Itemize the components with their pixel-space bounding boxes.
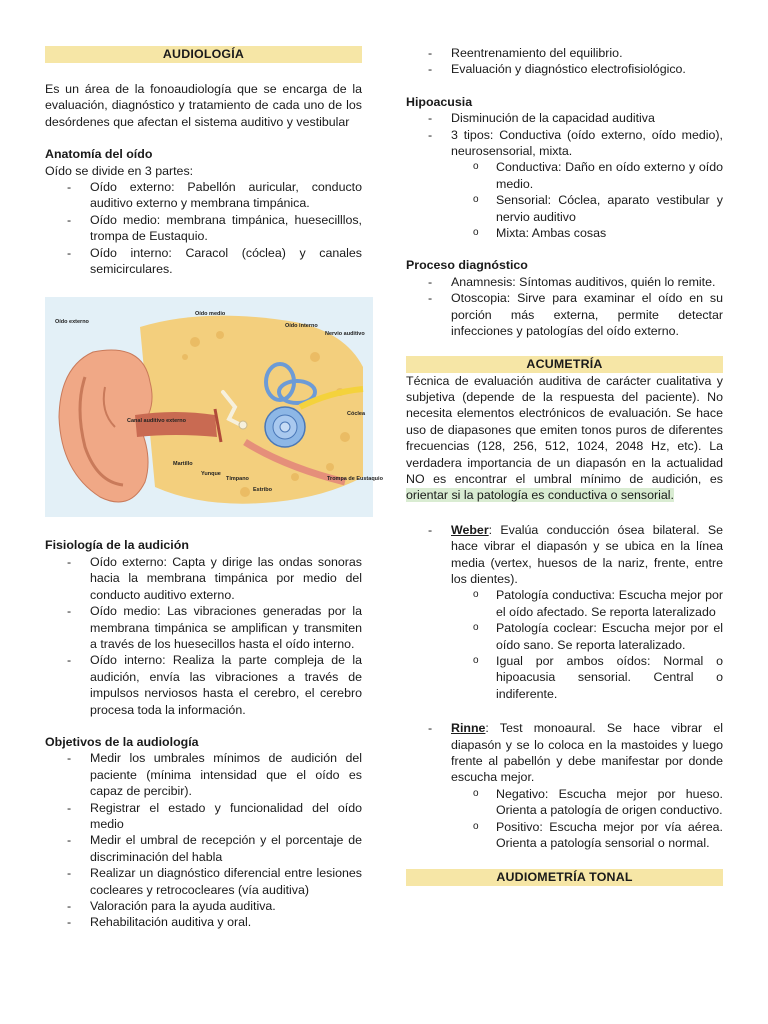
list-item-text: Reentrenamiento del equilibrio. <box>451 46 623 60</box>
list-item-text: Oído medio: Las vibraciones generadas por la membrana timpánica se amplifican y transmiten a través de los huesecillos hasta el oído interno. <box>90 604 362 651</box>
dash-marker: - <box>67 180 72 195</box>
acumetria-text: Técnica de evaluación auditiva de carácter cualitativa y subjetiva (depende de la respuesta del paciente). No necesita elementos electrónicos de evaluación. Se hace uso de diapasones que emiten tonos puros de diferentes frecuencias (128, 256, 512, 1024, 2048 Hz, etc). La verdadera importancia de un diapasón en la actualidad NO es encontrar el umbral mínimo de audición, es <box>406 373 723 486</box>
dash-marker: - <box>428 62 433 77</box>
anatomia-list <box>45 179 362 277</box>
list-item <box>406 720 723 851</box>
right-column <box>406 45 723 886</box>
dash-marker: - <box>428 46 433 60</box>
label-coclea: Cóclea <box>347 411 366 418</box>
list-item <box>406 225 723 241</box>
dash-marker: - <box>67 212 72 227</box>
ear-anatomy-figure <box>45 297 383 517</box>
list-item <box>406 290 723 339</box>
highlighted-text: orientar si la patología es conductiva o sensorial. <box>406 488 674 503</box>
list-item <box>406 45 723 61</box>
label-canal-auditivo: Canal auditivo externo <box>127 418 186 425</box>
list-item-text: : Test monoaural. Se hace vibrar el diapasón y se lo coloca en la mastoides y luego frente al pabellón y debe manifestar por donde escucha mejor. <box>451 721 723 785</box>
circle-marker: o <box>473 227 479 239</box>
list-item-text: Positivo: Escucha mejor por vía aérea. Orienta a patología sensorial o normal. <box>496 819 723 851</box>
list-item <box>45 603 362 652</box>
circle-marker: o <box>473 655 479 666</box>
list-item-text: Oído externo: Capta y dirige las ondas sonoras hacia la membrana timpánica por medio del conducto auditivo externo. <box>90 554 362 602</box>
list-item-text: Sensorial: Cóclea, aparato vestibular y nervio auditivo <box>496 193 723 224</box>
list-item-text: Conductiva: Daño en oído externo y oído medio. <box>496 160 723 191</box>
circle-marker: o <box>473 820 479 832</box>
list-item <box>45 554 362 603</box>
label-yunque: Yunque <box>201 471 221 478</box>
list-item-text: 3 tipos: Conductiva (oído externo, oído medio), neurosensorial, mixta. <box>451 127 723 159</box>
dash-marker: - <box>67 245 72 260</box>
dash-marker: - <box>67 800 72 815</box>
circle-marker: o <box>473 194 479 206</box>
list-item-text: Disminución de la capacidad auditiva <box>451 111 655 126</box>
list-item <box>45 898 362 914</box>
dash-marker: - <box>428 291 433 306</box>
list-item-text: Oído externo: Pabellón auricular, conducto auditivo externo y membrana timpánica. <box>90 180 362 211</box>
list-item-text: Medir los umbrales mínimos de audición del paciente (mínima intensidad que el oído es capaz de percibir). <box>90 751 362 799</box>
list-item <box>451 786 723 819</box>
anatomia-lead: Oído se divide en 3 partes: <box>45 163 194 178</box>
list-item <box>45 212 362 245</box>
list-item-text: : Evalúa conducción ósea bilateral. Se hace vibrar el diapasón y se ubica en la línea media (vertex, huesos de la nariz, frente, entre los dientes). <box>451 522 723 586</box>
weber-list <box>406 522 723 702</box>
weber-term: Weber <box>451 522 489 537</box>
dash-marker: - <box>428 127 433 142</box>
label-trompa: Trompa de Eustaquio <box>327 476 383 483</box>
list-item-text: Otoscopia: Sirve para examinar el oído en su porción más externa, permite detectar infecciones y patologías del oído externo. <box>451 291 723 339</box>
dash-marker: - <box>67 604 72 619</box>
dash-marker: - <box>67 866 72 881</box>
fisiologia-heading: Fisiología de la audición <box>45 538 189 553</box>
list-item <box>45 800 362 833</box>
list-item <box>406 274 723 290</box>
dash-marker: - <box>67 915 72 930</box>
section-title-audiologia: AUDIOLOGÍA <box>45 46 362 63</box>
list-item-text: Rehabilitación auditiva y oral. <box>90 915 252 930</box>
circle-marker: o <box>473 787 479 799</box>
dash-marker: - <box>428 522 433 537</box>
label-nervio-auditivo: Nervio auditivo <box>325 331 365 338</box>
acumetria-paragraph <box>406 373 723 504</box>
rinne-sublist <box>451 786 723 852</box>
list-item <box>451 819 723 852</box>
list-item <box>406 522 723 702</box>
list-item <box>406 127 723 160</box>
list-item-text: Registrar el estado y funcionalidad del oído medio <box>90 800 362 831</box>
left-column <box>45 46 383 931</box>
list-item <box>451 587 723 620</box>
label-timpano: Tímpano <box>226 476 249 483</box>
list-item-text: Patología coclear: Escucha mejor por el oído sano. Se reporta lateralizado. <box>496 621 723 652</box>
dash-marker: - <box>67 833 72 848</box>
list-item-text: Negativo: Escucha mejor por hueso. Orienta a patología de origen conductivo. <box>496 786 723 818</box>
list-item <box>451 653 723 702</box>
proceso-list <box>406 274 723 340</box>
dash-marker: - <box>67 751 72 766</box>
list-item-text: Igual por ambos oídos: Normal o hipoacusia sensorial. Central o indiferente. <box>496 654 723 701</box>
list-item-text: Patología conductiva: Escucha mejor por el oído afectado. Se reporta lateralizado <box>496 588 723 619</box>
section-title-audiometria: AUDIOMETRÍA TONAL <box>406 869 723 886</box>
section-title-acumetria: ACUMETRÍA <box>406 356 723 373</box>
list-item <box>45 245 362 278</box>
rinne-list <box>406 720 723 851</box>
list-item-text: Valoración para la ayuda auditiva. <box>90 899 276 913</box>
label-estribo: Estribo <box>253 487 272 494</box>
list-item-text: Anamnesis: Síntomas auditivos, quién lo remite. <box>451 274 716 289</box>
list-item <box>45 652 362 718</box>
list-item <box>45 750 362 799</box>
list-item <box>451 620 723 653</box>
weber-sublist <box>451 587 723 702</box>
list-item-text: Realizar un diagnóstico diferencial entre lesiones cocleares y retrococleares (vía auditiva) <box>90 866 362 897</box>
dash-marker: - <box>428 274 433 289</box>
list-item <box>45 179 362 212</box>
list-item-text: Oído interno: Realiza la parte compleja de la audición, envía las vibraciones a través de impulsos nerviosos hasta el cerebro, el cerebro procesa toda la información. <box>90 653 362 717</box>
list-item-text: Oído medio: membrana timpánica, huesecilllos, trompa de Eustaquio. <box>90 212 362 244</box>
list-item-text: Medir el umbral de recepción y el porcentaje de discriminación del habla <box>90 833 362 864</box>
dash-marker: - <box>67 653 72 668</box>
proceso-heading: Proceso diagnóstico <box>406 258 528 273</box>
list-item <box>406 61 723 77</box>
dash-marker: - <box>428 721 433 736</box>
ear-anatomy-illustration <box>45 297 383 517</box>
intro-paragraph: Es un área de la fonoaudiología que se encarga de la evaluación, diagnóstico y tratamiento de cada uno de los desórdenes que afectan el sistema auditivo y vestibular <box>45 82 362 129</box>
fisiologia-list <box>45 554 362 718</box>
list-item <box>406 110 723 126</box>
circle-marker: o <box>473 161 479 173</box>
hipoacusia-types-list <box>406 159 723 241</box>
list-item-text: Evaluación y diagnóstico electrofisiológico. <box>451 62 686 77</box>
list-item <box>45 865 362 898</box>
dash-marker: - <box>67 554 72 569</box>
label-oido-interno: Oído interno <box>285 323 318 330</box>
list-item-text: Mixta: Ambas cosas <box>496 226 607 241</box>
hipoacusia-heading: Hipoacusia <box>406 94 473 109</box>
dash-marker: - <box>67 899 72 913</box>
objetivos-continued-list <box>406 45 723 78</box>
rinne-term: Rinne <box>451 721 486 736</box>
objetivos-heading: Objetivos de la audiología <box>45 734 199 749</box>
list-item <box>406 192 723 225</box>
circle-marker: o <box>473 589 479 601</box>
hipoacusia-list <box>406 110 723 159</box>
label-oido-medio: Oído medio <box>195 311 226 318</box>
list-item-text: Oído interno: Caracol (cóclea) y canales semicirculares. <box>90 245 362 277</box>
dash-marker: - <box>428 111 433 126</box>
label-martillo: Martillo <box>173 461 193 468</box>
list-item <box>406 159 723 192</box>
circle-marker: o <box>473 622 479 634</box>
objetivos-list <box>45 750 362 930</box>
list-item <box>45 914 362 930</box>
list-item <box>45 832 362 865</box>
label-oido-externo: Oído externo <box>55 319 89 326</box>
anatomia-heading: Anatomía del oído <box>45 147 153 162</box>
